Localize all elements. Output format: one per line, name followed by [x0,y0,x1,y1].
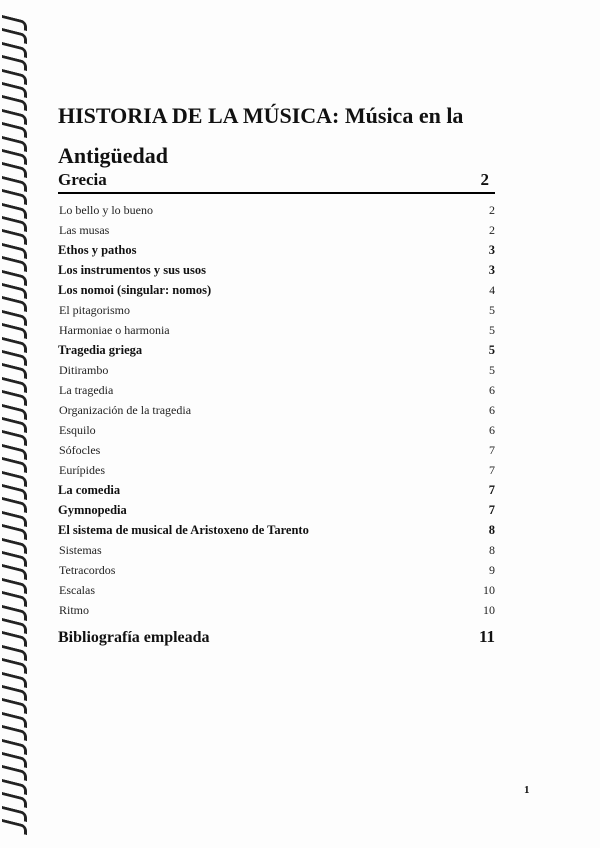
toc-entry-page: 8 [488,523,495,537]
toc-entry-page: 5 [488,343,495,357]
toc-entry [58,440,495,460]
toc-entry [58,500,495,520]
toc-entry [58,540,495,560]
document-title: HISTORIA DE LA MÚSICA: Música en la Antigüedad [58,103,464,168]
toc-main-page: 2 [480,170,489,189]
toc-entry-label: Organización de la tragedia [59,403,192,417]
toc-entry-label: Los nomoi (singular: nomos) [58,283,212,297]
toc-entry-label: Las musas [59,223,110,237]
toc-entry-label: Tetracordos [59,563,116,577]
toc-entry [58,340,495,360]
toc-entry-label: La comedia [58,483,121,497]
toc-entry-page: 7 [488,483,495,497]
toc-entry [58,420,495,440]
toc-entry-page: 4 [489,285,495,297]
toc-entry-label: Tragedia griega [58,343,143,357]
toc-entry-page: 6 [489,423,495,437]
toc-entries [58,200,495,620]
toc-bibliography-label: Bibliografía empleada [58,629,210,646]
toc-entry-label: Harmoniae o harmonia [59,323,170,337]
toc-entry-page: 5 [489,363,495,377]
toc-entry-page: 3 [488,243,495,257]
toc-entry-label: Eurípides [59,463,105,477]
spiral-binding [0,18,32,838]
toc-entry-label: Esquilo [59,423,96,437]
toc-entry [58,200,495,220]
toc-entry [58,360,495,380]
toc-entry-page: 3 [488,263,495,277]
toc-entry [58,300,495,320]
toc-main-label: Grecia [58,170,107,189]
toc-entry [58,520,495,540]
toc-entry-page: 2 [489,223,495,237]
toc-entry-page: 6 [489,383,495,397]
toc-entry [58,460,495,480]
toc-entry-page: 7 [488,503,495,517]
toc-entry [58,480,495,500]
toc-entry-page: 7 [489,463,495,477]
toc-entry-label: El pitagorismo [59,303,130,317]
toc-main-heading [58,168,495,194]
toc-entry-label: El sistema de musical de Aristoxeno de Tarento [58,523,309,537]
toc-entry [58,380,495,400]
toc-entry-page: 8 [489,543,495,557]
toc-entry-label: Sófocles [59,443,101,457]
toc-entry [58,260,495,280]
toc-entry [58,320,495,340]
toc-entry-page: 10 [483,583,495,597]
toc-entry-page: 2 [489,203,495,217]
toc-entry-label: Lo bello y lo bueno [59,203,153,217]
toc-entry [58,400,495,420]
toc-entry-label: Gymnopedia [58,503,127,517]
toc-entry-page: 5 [489,303,495,317]
toc-entry [58,580,495,600]
toc-entry [58,220,495,240]
toc-bibliography [58,624,495,650]
toc-entry-label: Los instrumentos y sus usos [58,263,206,277]
toc-bibliography-page: 11 [478,627,495,646]
toc-entry-label: Ditirambo [59,363,109,377]
toc-entry-label: Ritmo [59,603,90,617]
toc-entry-page: 10 [483,603,495,617]
toc-entry-page: 6 [489,403,495,417]
toc-entry [58,280,495,300]
toc-entry-page: 7 [489,443,495,457]
toc-entry-label: Sistemas [59,543,102,557]
toc-entry-label: Escalas [59,583,95,597]
toc-entry-label: La tragedia [59,383,114,397]
table-of-contents [58,168,495,650]
toc-entry [58,560,495,580]
toc-entry-page: 5 [489,323,495,337]
toc-entry-page: 9 [489,563,495,577]
toc-entry [58,240,495,260]
page-number: 1 [524,784,530,796]
toc-entry-label: Ethos y pathos [58,243,137,257]
toc-entry [58,600,495,620]
